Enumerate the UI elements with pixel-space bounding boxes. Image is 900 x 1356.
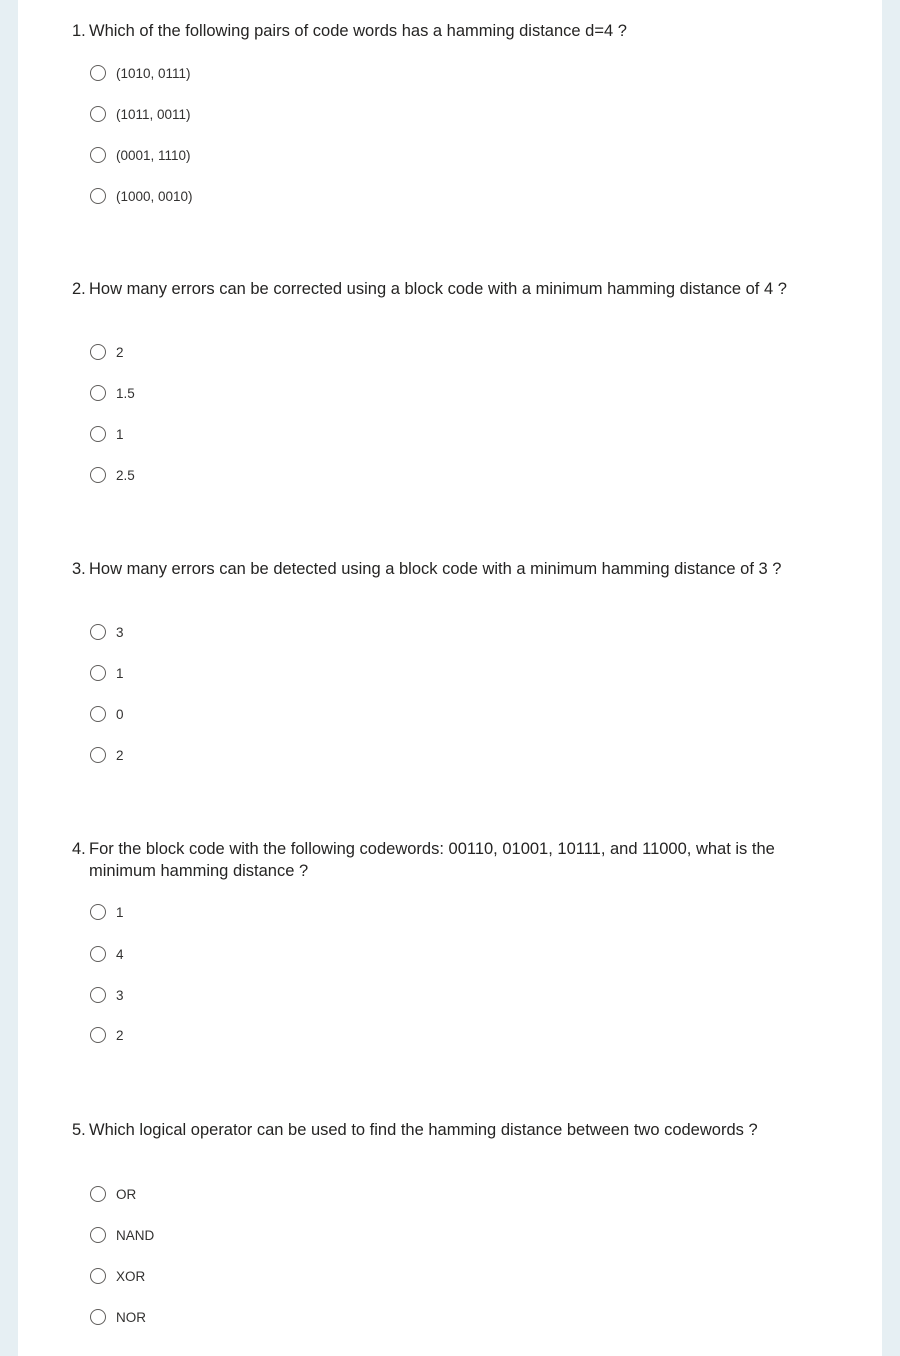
question-title bbox=[72, 558, 842, 580]
option-label: (1011, 0011) bbox=[116, 106, 191, 122]
question-text: How many errors can be corrected using a block code with a minimum hamming distance of 4 ? bbox=[89, 280, 787, 298]
option-label: (1000, 0010) bbox=[116, 188, 193, 204]
option[interactable] bbox=[90, 104, 191, 124]
question-number: 2. bbox=[72, 280, 86, 298]
option[interactable] bbox=[90, 663, 124, 683]
option-label: OR bbox=[116, 1186, 137, 1202]
option[interactable] bbox=[90, 424, 124, 444]
option-label: 2.5 bbox=[116, 467, 135, 483]
option-label: 2 bbox=[116, 344, 124, 360]
question-3 bbox=[72, 558, 842, 763]
radio-button[interactable] bbox=[90, 747, 106, 763]
question-5 bbox=[72, 1119, 842, 1325]
question-title bbox=[72, 278, 842, 300]
radio-button[interactable] bbox=[90, 188, 106, 204]
question-4 bbox=[72, 838, 842, 1043]
radio-button[interactable] bbox=[90, 106, 106, 122]
radio-button[interactable] bbox=[90, 385, 106, 401]
option[interactable] bbox=[90, 1307, 146, 1327]
radio-button[interactable] bbox=[90, 624, 106, 640]
option[interactable] bbox=[90, 1225, 154, 1245]
option-label: NOR bbox=[116, 1309, 146, 1325]
question-text: Which logical operator can be used to find the hamming distance between two codewords ? bbox=[89, 1121, 758, 1139]
radio-button[interactable] bbox=[90, 665, 106, 681]
option[interactable] bbox=[90, 704, 124, 724]
radio-button[interactable] bbox=[90, 65, 106, 81]
option-label: 1 bbox=[116, 665, 124, 681]
question-text: For the block code with the following codewords: 00110, 01001, 10111, and 11000, what is the minimum hamming distance ? bbox=[89, 840, 775, 880]
question-text: Which of the following pairs of code words has a hamming distance d=4 ? bbox=[89, 22, 627, 40]
option-label: NAND bbox=[116, 1227, 155, 1243]
quiz-form bbox=[18, 0, 882, 1356]
option[interactable] bbox=[90, 745, 124, 765]
radio-button[interactable] bbox=[90, 706, 106, 722]
option[interactable] bbox=[90, 63, 191, 83]
option[interactable] bbox=[90, 1266, 145, 1286]
question-number: 4. bbox=[72, 840, 86, 858]
option[interactable] bbox=[90, 342, 124, 362]
option[interactable] bbox=[90, 944, 124, 964]
option-label: XOR bbox=[116, 1268, 146, 1284]
option-label: 3 bbox=[116, 624, 124, 640]
question-number: 1. bbox=[72, 22, 86, 40]
question-number: 5. bbox=[72, 1121, 86, 1139]
option[interactable] bbox=[90, 902, 124, 922]
question-title bbox=[72, 838, 842, 882]
option-label: 2 bbox=[116, 747, 124, 763]
radio-button[interactable] bbox=[90, 904, 106, 920]
option-label: 3 bbox=[116, 987, 124, 1003]
radio-button[interactable] bbox=[90, 946, 106, 962]
question-number: 3. bbox=[72, 560, 86, 578]
radio-button[interactable] bbox=[90, 1268, 106, 1284]
option-label: (0001, 1110) bbox=[116, 147, 191, 163]
option[interactable] bbox=[90, 622, 124, 642]
option[interactable] bbox=[90, 985, 124, 1005]
radio-button[interactable] bbox=[90, 1027, 106, 1043]
option[interactable] bbox=[90, 186, 193, 206]
radio-button[interactable] bbox=[90, 426, 106, 442]
option[interactable] bbox=[90, 383, 135, 403]
option-label: 1 bbox=[116, 426, 124, 442]
option[interactable] bbox=[90, 1025, 124, 1045]
question-title bbox=[72, 1119, 842, 1141]
radio-button[interactable] bbox=[90, 1186, 106, 1202]
option[interactable] bbox=[90, 145, 191, 165]
radio-button[interactable] bbox=[90, 147, 106, 163]
option-label: 0 bbox=[116, 706, 124, 722]
option[interactable] bbox=[90, 465, 135, 485]
question-title bbox=[72, 20, 842, 42]
question-2 bbox=[72, 278, 842, 483]
radio-button[interactable] bbox=[90, 1309, 106, 1325]
option-label: 1.5 bbox=[116, 385, 135, 401]
option-label: 1 bbox=[116, 904, 124, 920]
radio-button[interactable] bbox=[90, 987, 106, 1003]
option-label: 2 bbox=[116, 1027, 124, 1043]
option-label: (1010, 0111) bbox=[116, 65, 191, 81]
radio-button[interactable] bbox=[90, 344, 106, 360]
question-text: How many errors can be detected using a block code with a minimum hamming distance of 3 ? bbox=[89, 560, 782, 578]
radio-button[interactable] bbox=[90, 1227, 106, 1243]
radio-button[interactable] bbox=[90, 467, 106, 483]
option-label: 4 bbox=[116, 946, 124, 962]
option[interactable] bbox=[90, 1184, 136, 1204]
question-1 bbox=[72, 20, 842, 204]
